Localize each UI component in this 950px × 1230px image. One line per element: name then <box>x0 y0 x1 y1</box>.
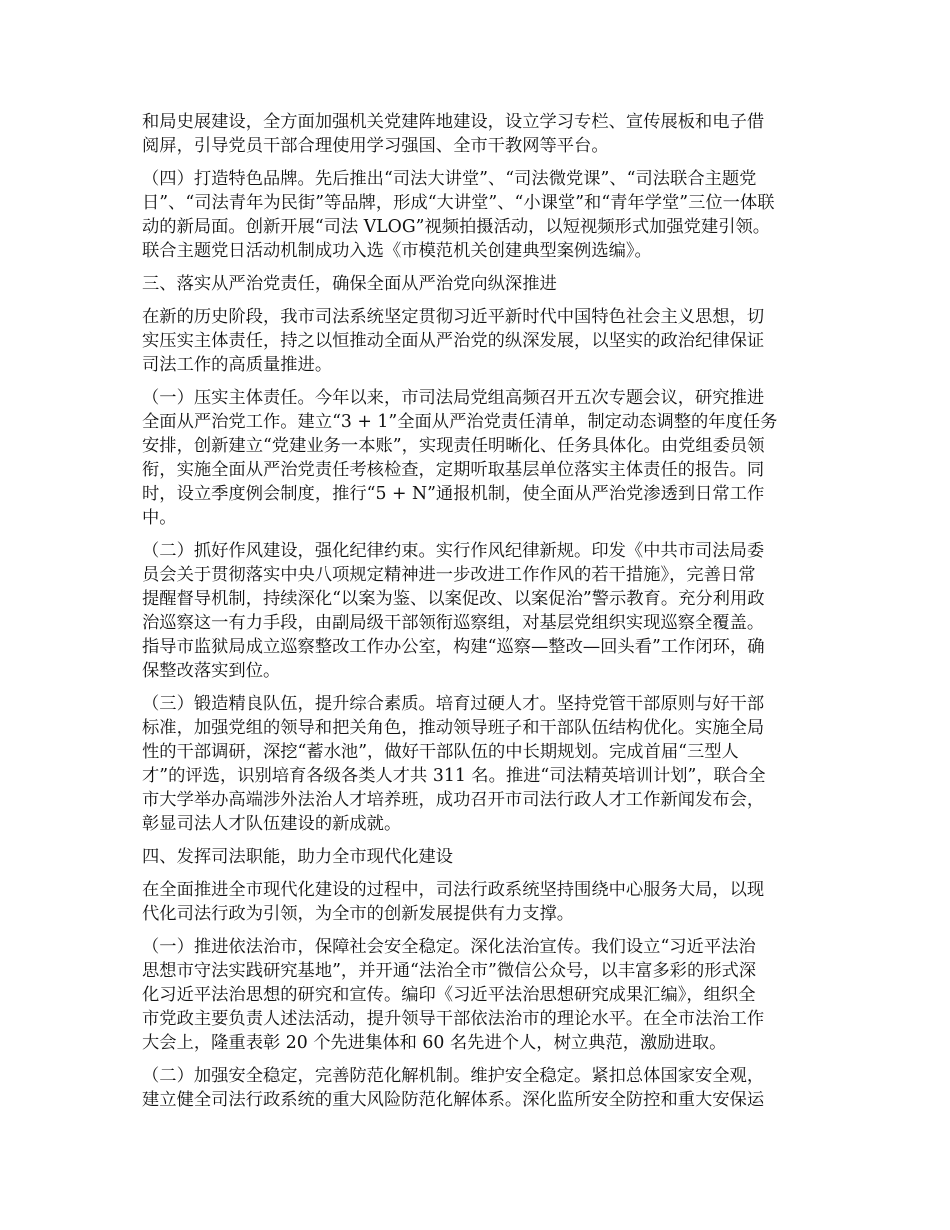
text-line: 保整改落实到位。 <box>142 661 281 681</box>
text-line: 彰显司法人才队伍建设的新成就。 <box>142 814 402 834</box>
text-line: 在全面推进全市现代化建设的过程中，司法行政系统坚持围绕中心服务大局，以现 <box>142 880 765 900</box>
text-line: 才”的评选，识别培育各级各类人才共 311 名。推进“司法精英培训计划”，联合全 <box>142 766 766 786</box>
body-paragraph <box>142 935 812 1055</box>
text-line: 阅屏，引导党员干部合理使用学习强国、全市干教网等平台。 <box>142 136 609 156</box>
document-page <box>142 110 812 1121</box>
body-paragraph <box>142 692 812 836</box>
text-line: 三、落实从严治党责任，确保全面从严治党向纵深推进 <box>142 274 557 294</box>
text-line: 代化司法行政为引领，为全市的创新发展提供有力支撑。 <box>142 904 575 924</box>
text-line: （三）锻造精良队伍，提升综合素质。培育过硬人才。坚持党管干部原则与好干部 <box>142 694 765 714</box>
text-line: 员会关于贯彻落实中央八项规定精神进一步改进工作作风的若干措施》，完善日常 <box>142 565 756 585</box>
text-line: 性的干部调研，深挖“蓄水池”，做好干部队伍的中长期规划。完成首届“三型人 <box>142 742 739 762</box>
text-line: 日”、“司法青年为民街”等品牌，形成“大讲堂”、“小课堂”和“青年学堂”三位一体联 <box>142 193 775 213</box>
text-line: 全面从严治党工作。建立“3 + 1”全面从严治党责任清单，制定动态调整的年度任务 <box>142 412 778 432</box>
text-line: 司法工作的高质量推进。 <box>142 355 333 375</box>
text-line: 四、发挥司法职能，助力全市现代化建设 <box>142 847 454 867</box>
text-line: 治巡察这一有力手段，由副局级干部领衔巡察组，对基层党组织实现巡察全覆盖。 <box>142 613 765 633</box>
section-heading <box>142 272 812 296</box>
text-line: 提醒督导机制，持续深化“以案为鉴、以案促改、以案促治”警示教育。充分利用政 <box>142 589 765 609</box>
text-line: （一）压实主体责任。今年以来，市司法局党组高频召开五次专题会议，研究推进 <box>142 388 765 408</box>
text-line: 建立健全司法行政系统的重大风险防范化解体系。深化监所安全防控和重大安保运 <box>142 1090 765 1110</box>
text-line: 化习近平法治思想的研究和宣传。编印《习近平法治思想研究成果汇编》，组织全 <box>142 985 756 1005</box>
body-paragraph <box>142 539 812 683</box>
text-line: 时，设立季度例会制度，推行“5 + N”通报机制，使全面从严治党渗透到日常工作 <box>142 484 765 504</box>
text-line: 在新的历史阶段，我市司法系统坚定贯彻习近平新时代中国特色社会主义思想，切 <box>142 307 765 327</box>
text-line: 安排，创新建立“党建业务一本账”，实现责任明晰化、任务具体化。由党组委员领 <box>142 436 765 456</box>
text-line: （二）抓好作风建设，强化纪律约束。实行作风纪律新规。印发《中共市司法局委 <box>142 541 765 561</box>
body-paragraph <box>142 878 812 926</box>
text-line: 实压实主体责任，持之以恒推动全面从严治党的纵深发展，以坚实的政治纪律保证 <box>142 331 765 351</box>
text-line: （二）加强安全稳定，完善防范化解机制。维护安全稳定。紧扣总体国家安全观， <box>142 1066 765 1086</box>
text-line: 联合主题党日活动机制成功入选《市模范机关创建典型案例选编》。 <box>142 241 652 261</box>
body-paragraph <box>142 1064 812 1112</box>
body-paragraph <box>142 386 812 530</box>
section-heading <box>142 845 812 869</box>
text-line: （一）推进依法治市，保障社会安全稳定。深化法治宣传。我们设立“习近平法治 <box>142 937 756 957</box>
text-line: （四）打造特色品牌。先后推出“司法大讲堂”、“司法微党课”、“司法联合主题党 <box>142 169 757 189</box>
text-line: 衔，实施全面从严治党责任考核检查，定期听取基层单位落实主体责任的报告。同 <box>142 460 765 480</box>
text-line: 标准，加强党组的领导和把关角色，推动领导班子和干部队伍结构优化。实施全局 <box>142 718 765 738</box>
text-line: 市党政主要负责人述法活动，提升领导干部依法治市的理论水平。在全市法治工作 <box>142 1009 765 1029</box>
text-line: 中。 <box>142 508 177 528</box>
text-line: 指导市监狱局成立巡察整改工作办公室，构建“巡察—整改—回头看”工作闭环，确 <box>142 637 765 657</box>
body-paragraph <box>142 110 812 158</box>
text-line: 市大学举办高端涉外法治人才培养班，成功召开市司法行政人才工作新闻发布会， <box>142 790 765 810</box>
text-line: 和局史展建设，全方面加强机关党建阵地建设，设立学习专栏、宣传展板和电子借 <box>142 112 765 132</box>
text-line: 动的新局面。创新开展“司法 VLOG”视频拍摄活动，以短视频形式加强党建引领。 <box>142 217 771 237</box>
text-line: 大会上，隆重表彰 20 个先进集体和 60 名先进个人，树立典范，激励进取。 <box>142 1033 727 1053</box>
body-paragraph <box>142 167 812 263</box>
body-paragraph <box>142 305 812 377</box>
text-line: 思想市守法实践研究基地”，并开通“法治全市”微信公众号，以丰富多彩的形式深 <box>142 961 757 981</box>
